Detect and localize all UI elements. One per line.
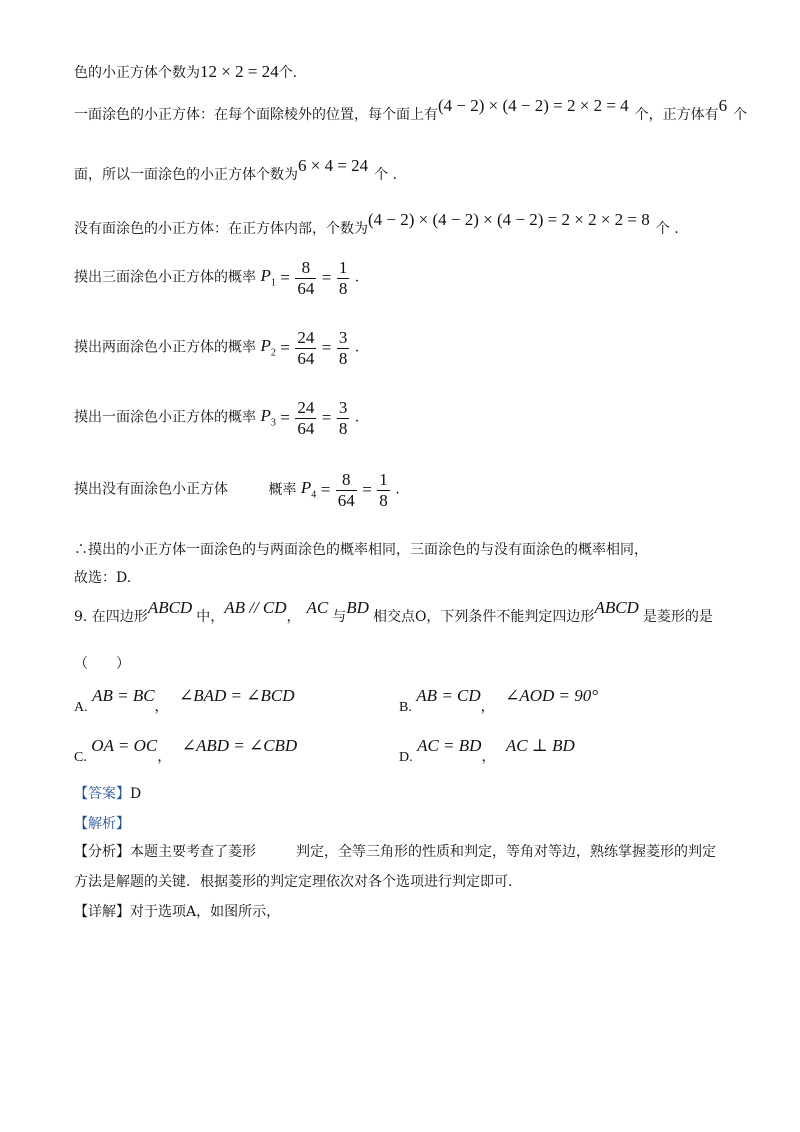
option-label: B. xyxy=(399,700,412,715)
math-term: AC xyxy=(306,598,329,617)
text: 与 xyxy=(332,609,347,625)
fraction: $\frac{3}{8}$ xyxy=(338,398,348,438)
option-label: C. xyxy=(74,750,87,765)
answer-line xyxy=(74,786,141,803)
fraction: $\frac{24}{64}$ xyxy=(297,328,315,368)
solution-line-2 xyxy=(74,96,748,124)
fraction: $\frac{1}{8}$ xyxy=(338,258,348,298)
choice-line: 故选：D. xyxy=(74,570,132,586)
math-term: AB = CD xyxy=(416,686,481,705)
text: 是菱形的是 xyxy=(642,609,713,625)
option-b[interactable] xyxy=(399,686,599,715)
fenxi-tag: 【分析】 xyxy=(74,844,130,860)
text: 摸出两面涂色小正方体的概率 xyxy=(74,339,256,356)
probability-line-2: 摸出两面涂色小正方体的概率 $P_2$ = $\frac{24}{64}$ = $\frac{3}{8}$ . xyxy=(74,328,360,368)
math-expression: (4 − 2) × (4 − 2) × (4 − 2) = 2 × 2 × 2 = 8 xyxy=(368,210,650,229)
option-c[interactable] xyxy=(74,736,298,765)
text: 对于选项A，如图所示， xyxy=(130,904,281,920)
text: 个. xyxy=(278,65,298,81)
text: 摸出没有面涂色小正方体 xyxy=(74,481,228,498)
question-number: 9. 在四边形 xyxy=(74,609,148,625)
text: 个，正方体有 xyxy=(634,107,719,123)
math-term: ∠AOD = 90° xyxy=(505,686,599,705)
answer-value: D xyxy=(130,786,142,802)
math-number: 6 xyxy=(718,96,728,115)
text: ， xyxy=(480,699,495,715)
math-expression: (4 − 2) × (4 − 2) = 2 × 2 = 4 xyxy=(438,96,629,115)
option-a[interactable] xyxy=(74,686,295,715)
detail-line xyxy=(74,904,280,921)
probability-line-1: 摸出三面涂色小正方体的概率 $P_1$ = $\frac{8}{64}$ = $\frac{1}{8}$ . xyxy=(74,258,360,298)
probability-variable: $P_1$ xyxy=(260,266,276,289)
text: 判定，全等三角形的性质和判定，等角对等边，熟练掌握菱形的判定 xyxy=(296,844,716,860)
math-term: AB // CD xyxy=(224,598,287,617)
math-term: ABCD xyxy=(594,598,639,617)
text: 概率 xyxy=(268,481,297,498)
math-term: AC = BD xyxy=(417,736,482,755)
text: 本题主要考查了菱形 xyxy=(130,844,256,860)
probability-variable: $P_3$ xyxy=(260,406,276,429)
text: 摸出一面涂色小正方体的概率 xyxy=(74,409,256,426)
math-term: ABCD xyxy=(147,598,193,617)
text: ， xyxy=(286,609,301,625)
analysis-tag: 【解析】 xyxy=(74,816,130,832)
text: 没有面涂色的小正方体：在正方体内部，个数为 xyxy=(74,221,368,237)
probability-line-3: 摸出一面涂色小正方体的概率 $P_3$ = $\frac{24}{64}$ = $\frac{3}{8}$ . xyxy=(74,398,360,438)
text: 面，所以一面涂色的小正方体个数为 xyxy=(74,167,298,183)
math-term: OA = OC xyxy=(91,736,158,755)
math-term: AB = BC xyxy=(92,686,155,705)
answer-tag: 【答案】 xyxy=(74,786,130,802)
text: ， xyxy=(154,699,169,715)
text: 一面涂色的小正方体：在每个面除棱外的位置，每个面上有 xyxy=(74,107,438,123)
math-term: BD xyxy=(346,598,369,617)
fraction: $\frac{8}{64}$ xyxy=(337,470,355,510)
option-label: A. xyxy=(74,700,88,715)
fenxi-line-1 xyxy=(74,844,716,861)
fraction: $\frac{3}{8}$ xyxy=(338,328,348,368)
math-term: ∠BAD = ∠BCD xyxy=(179,686,295,705)
math-expression: 6 × 4 = 24 xyxy=(298,156,369,175)
fraction: $\frac{8}{64}$ xyxy=(297,258,315,298)
probability-variable: $P_4$ xyxy=(300,478,317,501)
option-label: D. xyxy=(399,750,413,765)
text: 个 . xyxy=(655,221,679,237)
math-term: AC ⊥ BD xyxy=(505,736,575,755)
text: ， xyxy=(481,749,496,765)
probability-line-4: 摸出没有面涂色小正方体 概率 $P_4$ = $\frac{8}{64}$ = $\frac{1}{8}$ . xyxy=(74,470,400,510)
text: 色的小正方体个数为 xyxy=(74,65,200,81)
text: 个 xyxy=(733,107,748,123)
detail-tag: 【详解】 xyxy=(74,904,130,920)
solution-line-4 xyxy=(74,210,679,238)
solution-line-3 xyxy=(74,156,398,184)
answer-parentheses: （ ） xyxy=(74,656,130,672)
conclusion-line: ∴摸出的小正方体一面涂色的与两面涂色的概率相同，三面涂色的与没有面涂色的概率相同， xyxy=(74,542,648,558)
text: 中， xyxy=(196,609,225,625)
math-expression: 12 × 2 = 24 xyxy=(200,62,279,81)
text: 个 . xyxy=(374,167,398,183)
question-9 xyxy=(74,598,713,626)
text: 相交点O，下列条件不能判定四边形 xyxy=(372,609,595,625)
math-term: ∠ABD = ∠CBD xyxy=(181,736,298,755)
text: ， xyxy=(157,749,172,765)
option-d[interactable] xyxy=(399,736,575,765)
fenxi-line-2: 方法是解题的关键．根据菱形的判定定理依次对各个选项进行判定即可. xyxy=(74,874,513,890)
fraction: $\frac{1}{8}$ xyxy=(379,470,388,510)
text: 摸出三面涂色小正方体的概率 xyxy=(74,269,256,286)
solution-line-1 xyxy=(74,62,297,82)
fraction: $\frac{24}{64}$ xyxy=(297,398,315,438)
probability-variable: $P_2$ xyxy=(260,336,276,359)
